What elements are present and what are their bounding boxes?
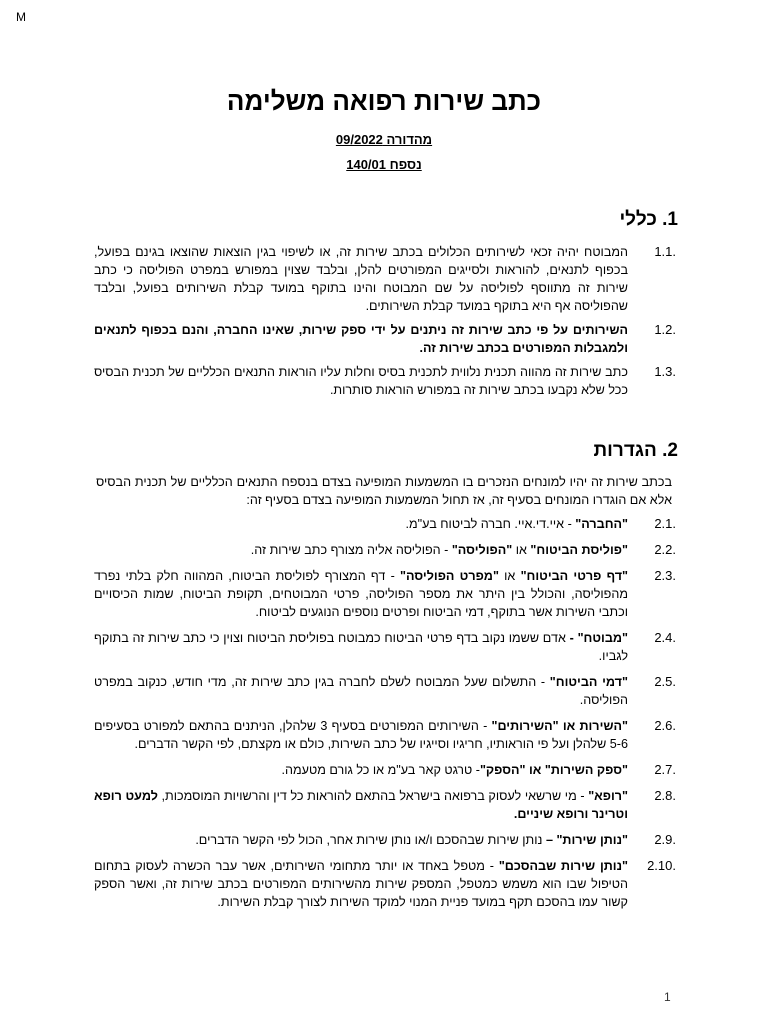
clause-number: 1.2. xyxy=(654,322,676,337)
clause-number: 2.8. xyxy=(654,788,676,803)
definition-term: "החברה" xyxy=(575,517,628,531)
definitions-intro: בכתב שירות זה יהיו למונחים הנזכרים בו המשמעות המופיעה בצדם בנספח התנאים הכלליים של תכנית הבסיס אלא אם הוגדרו המונחים בסעיף זה, אז תחול המשמעות המופיעה בצדם בסעיף זה: xyxy=(96,475,672,507)
definition-term: "מבוטח" - xyxy=(569,631,629,645)
definition-term: "דמי הביטוח" xyxy=(549,675,628,689)
definition-2-3 xyxy=(0,567,768,621)
definition-term: "נותן שירות" – xyxy=(545,833,628,847)
definition-connector: או xyxy=(498,569,521,583)
definition-term: "נותן שירות שבהסכם" xyxy=(498,859,628,873)
clause-number: 2.6. xyxy=(654,718,676,733)
definition-text: - התשלום שעל המבוטח לשלם לחברה בגין כתב שירות זה, מדי חודש, כנקוב במפרט הפוליסה. xyxy=(94,675,628,707)
definition-term-alt: "הפוליסה" xyxy=(451,543,513,557)
definition-2-1 xyxy=(0,515,768,533)
clause-number: 2.2. xyxy=(654,542,676,557)
clause-number: 2.9. xyxy=(654,832,676,847)
definition-text: - איי.די.איי. חברה לביטוח בע"מ. xyxy=(405,517,576,531)
clause-number: 2.1. xyxy=(654,516,676,531)
definition-text: - מטפל באחד או יותר מתחומי השירותים, אשר עבר הכשרה לעסוק בתחום הטיפול שבו הוא משמש כמטפל, המספק שירות מהשירותים המפורטים בכתב שירות זה, ואשר הספק קשור עמו בהסכם תקף במועד פניית המנוי למוקד השירות לצורך קבלת השירות. xyxy=(94,859,628,909)
definition-2-10 xyxy=(0,857,768,911)
definition-2-8 xyxy=(0,787,768,823)
corner-mark: M xyxy=(16,10,26,24)
definition-term: "פוליסת הביטוח" xyxy=(530,543,628,557)
clause-number: 2.4. xyxy=(654,630,676,645)
clause-text: השירותים על פי כתב שירות זה ניתנים על ידי ספק שירות, שאינו החברה, והנם בכפוף לתנאים ולמגבלות המפורטים בכתב שירות זה. xyxy=(94,323,628,355)
clause-number: 2.7. xyxy=(654,762,676,777)
section-heading-definitions: 2. הגדרות xyxy=(593,440,678,461)
definition-text: - דף המצורף לפוליסת הביטוח, המהווה חלק בלתי נפרד מהפוליסה, והכולל בין היתר את מספר הפוליסה, פרטי המבוטחים, תקופת הביטוח, שמות הכיסויים וכתבי השירות אשר בתוקף, דמי הביטוח ופרטים נוספים הנוגעים לביטוח. xyxy=(94,569,628,619)
definition-2-4 xyxy=(0,629,768,665)
clause-1-3 xyxy=(0,363,768,399)
clause-number: 1.1. xyxy=(654,244,676,259)
definition-term: "השירות או "השירותים" xyxy=(491,719,628,733)
definition-connector: או xyxy=(512,543,531,557)
definition-text: - הפוליסה אליה מצורף כתב שירות זה. xyxy=(250,543,452,557)
clause-number: 2.3. xyxy=(654,568,676,583)
definition-text: נותן שירות שבהסכם ו/או נותן שירות אחר, הכול לפי הקשר הדברים. xyxy=(195,833,546,847)
section-heading-general: 1. כללי xyxy=(619,209,678,230)
definition-text: - השירותים המפורטים בסעיף 3 שלהלן, הניתנים בהתאם למפורט בסעיפים 5-6 שלהלן ועל פי הוראותיו, חריגיו וסייגיו של כתב השירות, כולם או מקצתם, לפי הקשר הדברים. xyxy=(94,719,628,751)
definition-term-alt: "מפרט הפוליסה" xyxy=(400,569,499,583)
definition-text: - מי שרשאי לעסוק ברפואה בישראל בהתאם להוראות כל דין והרשויות המוסמכות, xyxy=(157,789,589,803)
appendix-label: נספח 140/01 xyxy=(346,157,422,172)
definition-2-9 xyxy=(0,831,768,849)
definition-text: - טרגט קאר בע"מ או כל גורם מטעמה. xyxy=(281,763,480,777)
definition-2-2 xyxy=(0,541,768,559)
definition-2-5 xyxy=(0,673,768,709)
definition-term: "רופא" xyxy=(588,789,628,803)
clause-text: כתב שירות זה מהווה תכנית נלווית לתכנית בסיס וחלות עליו הוראות התנאים הכלליים של תכנית הבסיס ככל שלא נקבעו בכתב שירות זה במפורש הוראות סותרות. xyxy=(94,365,628,397)
definition-2-7 xyxy=(0,761,768,779)
document-title: כתב שירות רפואה משלימה xyxy=(226,86,542,116)
definition-term: "ספק השירות" או "הספק" xyxy=(479,763,628,777)
clause-number: 2.5. xyxy=(654,674,676,689)
clause-number: 2.10. xyxy=(647,858,676,873)
definition-text: אדם ששמו נקוב בדף פרטי הביטוח כמבוטח בפוליסת הביטוח וצוין כי כתב שירות זה בתוקף לגביו. xyxy=(94,631,628,663)
page-number: 1 xyxy=(664,990,671,1004)
definition-term: "דף פרטי הביטוח" xyxy=(520,569,629,583)
clause-1-1 xyxy=(0,243,768,315)
clause-1-2 xyxy=(0,321,768,357)
edition-label: מהדורה 09/2022 xyxy=(335,132,433,147)
clause-text: המבוטח יהיה זכאי לשירותים הכלולים בכתב שירות זה, או לשיפוי בגין הוצאות שהוצאו בגינם בפועל, בכפוף לתנאים, להוראות ולסייגים המפורטים להלן, ובלבד שצוין במפורש במפרט הפוליסה כי כתב שירות זה מתווסף לפוליסה על שם המבוטח והינו בתוקף במועד קבלת השירותים בפועל, ובלבד שהפוליסה אף היא בתוקף במועד קבלת השירותים. xyxy=(94,245,628,313)
clause-number: 1.3. xyxy=(654,364,676,379)
definitions-list xyxy=(0,515,768,911)
definition-exclusion: למעט רופא וטרינר ורופא שיניים. xyxy=(94,789,628,821)
section-general-list xyxy=(0,243,768,399)
definition-2-6 xyxy=(0,717,768,753)
